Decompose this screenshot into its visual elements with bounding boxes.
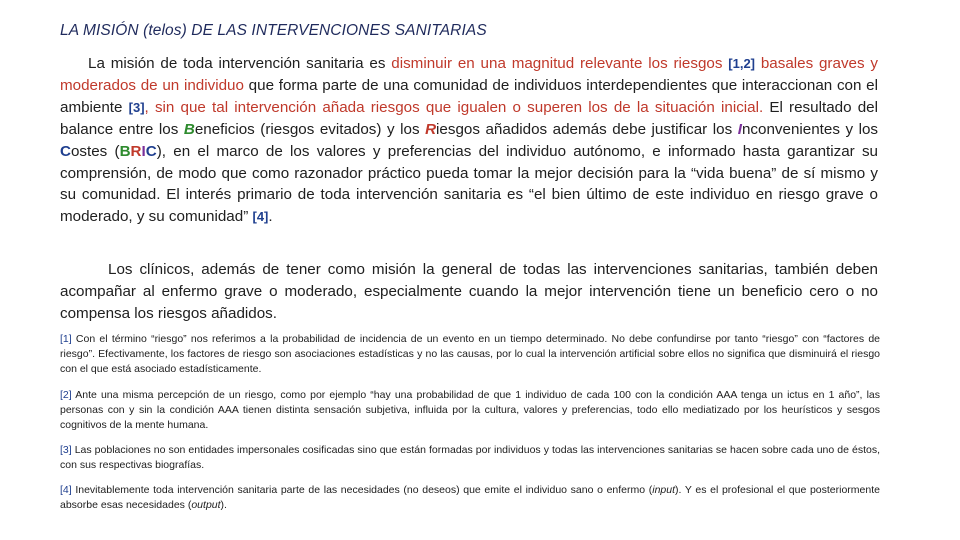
footnote-text: ). xyxy=(220,499,227,512)
citation-1-2: [1,2] xyxy=(728,56,756,71)
footnote-text: Inevitablemente toda intervención sanitaria parte de las necesidades (no deseos) que emite el individuo sano o enfermo ( xyxy=(71,484,653,496)
p1-highlight: basales graves y moderados de un individuo xyxy=(60,55,878,94)
citation-3: [3] xyxy=(128,99,145,115)
p1-text: nconvenientes y los xyxy=(741,120,878,138)
costes-initial: C xyxy=(60,142,71,160)
output-term: output xyxy=(191,499,221,512)
citation-4: [4] xyxy=(252,209,269,225)
footnote-ref: [4] xyxy=(60,484,72,496)
bric-b: B xyxy=(119,142,131,160)
p1-text: ostes ( xyxy=(70,142,120,160)
p1-text: . xyxy=(268,208,273,226)
bric-r: R xyxy=(130,142,142,160)
p1-highlight: disminuir en una magnitud relevante los riesgos xyxy=(391,55,723,72)
input-term: input xyxy=(652,484,676,496)
main-paragraph xyxy=(60,53,878,228)
p1-highlight: , sin que tal intervención añada riesgos que igualen o superen los de la situación inicial. xyxy=(144,98,764,116)
p1-text: ), en el marco de los valores y preferencias del individuo autónomo, e informado hasta garantizar su comprensión, de modo que como razonador práctico pueda tomar la mejor decisión para la “vida buena” de sí mismo y su comunidad. El interés primario de toda intervención sanitaria es “el bien último de este individuo en riesgo grave o moderado, y su comunidad” xyxy=(60,142,878,226)
footnote-4 xyxy=(60,483,880,513)
beneficios-initial: B xyxy=(183,120,195,138)
inconvenientes-initial: I xyxy=(737,120,742,138)
footnote-ref: [1] xyxy=(60,333,72,345)
footnote-text: Con el término “riesgo” nos referimos a la probabilidad de incidencia de un evento en un tiempo determinado. No debe confundirse por tanto “riesgo” con “factores de riesgo”. Efectivamente, los factores de riesgo son asociaciones estadísticas y no las causas, por lo cual la intervención artificial sobre ellos no significa que disminuirá el riesgo con el que está asociado estadísticamente. xyxy=(60,333,880,376)
riesgos-initial: R xyxy=(425,120,437,138)
p1-text: eneficios (riesgos evitados) y los xyxy=(194,120,426,138)
bric-acronym xyxy=(120,143,157,160)
p1-text: El resultado del balance entre los xyxy=(60,98,878,138)
p1-text: iesgos añadidos además debe justificar los xyxy=(436,120,738,138)
footnote-2 xyxy=(60,388,880,434)
footnote-text: Las poblaciones no son entidades impersonales cosificadas sino que están formadas por individuos y todas las intervenciones sanitarias se hacen sobre cada uno de éstos, con sus respectivas biografías. xyxy=(60,444,880,472)
footnote-ref: [2] xyxy=(60,389,72,401)
bric-c: C xyxy=(145,142,157,160)
footnote-ref: [3] xyxy=(60,444,72,456)
p1-text: que forma parte de una comunidad de individuos interdependientes que interaccionan con el ambiente xyxy=(60,76,878,116)
footnote-3 xyxy=(60,443,880,473)
footnote-text: ). Y es el profesional el que posteriormente absorbe esas necesidades ( xyxy=(60,484,880,512)
footnote-1 xyxy=(60,332,880,378)
page-title: LA MISIÓN (telos) DE LAS INTERVENCIONES SANITARIAS xyxy=(60,22,487,39)
bric-i: I xyxy=(141,142,146,160)
p1-text: La misión de toda intervención sanitaria es xyxy=(88,55,392,72)
second-paragraph: Los clínicos, además de tener como misión la general de todas las intervenciones sanitarias, también deben acompañar al enfermo grave o moderado, especialmente cuando la mejor intervención tiene un beneficio cero o no compensa los riesgos añadidos. xyxy=(60,261,878,322)
footnote-text: Ante una misma percepción de un riesgo, como por ejemplo “hay una probabilidad de que 1 individuo de cada 100 con la condición AAA tenga un ictus en 1 año”, las personas con y sin la condición AAA tienen distinta sensación subjetiva, influida por la cultura, valores y preferencias, todo ello mediatizado por los heurísticos y sesgos cognitivos de la mente humana. xyxy=(60,389,880,432)
